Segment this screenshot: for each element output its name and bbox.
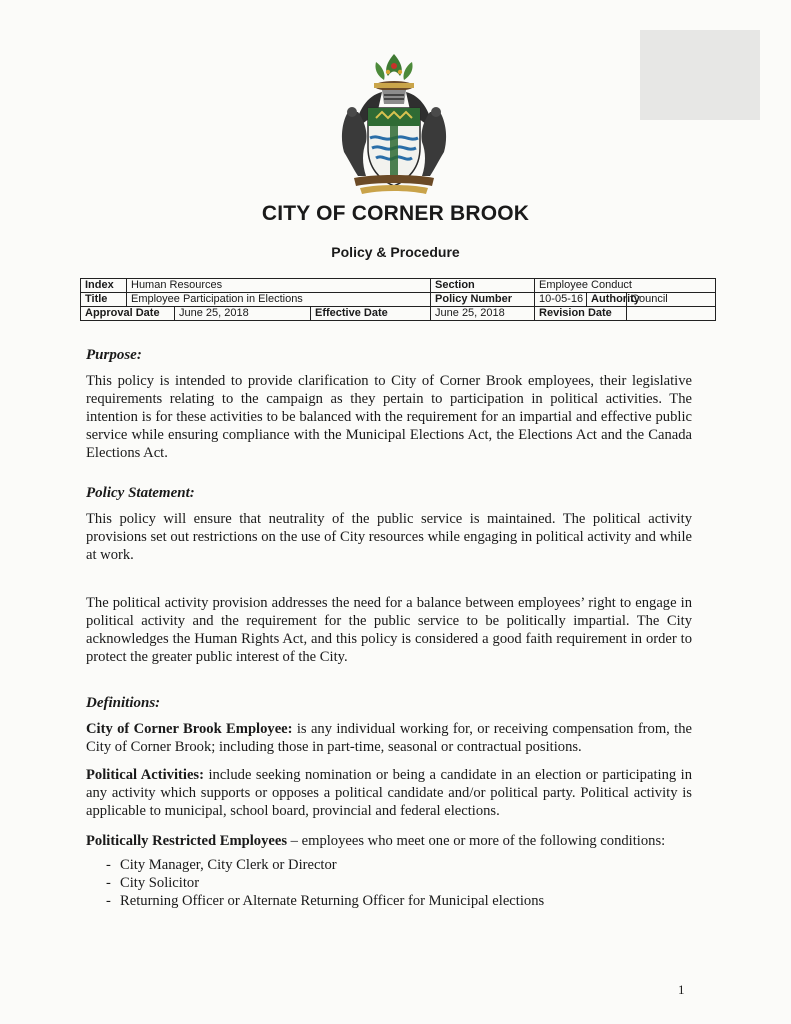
- definition-political-text: include seeking nomination or being a candidate in an election or participating in any activity which supports or opposes a political candidate and/or political party. Political activity is applicable to municipal, school board, provincial and federal elections.: [86, 767, 693, 819]
- authority-value: Council: [627, 293, 716, 307]
- approval-date-value: June 25, 2018: [175, 307, 311, 321]
- index-value: Human Resources: [127, 279, 431, 293]
- definitions-heading: Definitions:: [86, 695, 161, 711]
- section-value: Employee Conduct: [535, 279, 716, 293]
- policy-number-label: Policy Number: [431, 293, 535, 307]
- revision-date-label: Revision Date: [535, 307, 627, 321]
- title-value: Employee Participation in Elections: [127, 293, 431, 307]
- approval-date-label: Approval Date: [81, 307, 175, 321]
- definition-employee-text: is any individual working for, or receiving compensation from, the City of Corner Brook; including those in part-time, seasonal or contractual positions.: [86, 721, 693, 755]
- org-title: CITY OF CORNER BROOK: [261, 202, 530, 225]
- definition-employee-term: City of Corner Brook Employee:: [86, 721, 293, 737]
- restricted-employees-list: [86, 856, 692, 910]
- definition-restricted-text: – employees who meet one or more of the following conditions:: [287, 833, 666, 849]
- definition-political-term: Political Activities:: [86, 767, 204, 783]
- policy-statement-para-2: The political activity provision addresses the need for a balance between employees’ right to engage in political activity and the requirement for the public service to be politically impartial. The City acknowledges the Human Rights Act, and this policy is considered a good faith requirement in order to protect the greater public interest of the City.: [86, 595, 692, 665]
- index-label: Index: [81, 279, 127, 293]
- list-item: - Returning Officer or Alternate Returning Officer for Municipal elections: [106, 892, 692, 910]
- policy-body: [86, 346, 692, 910]
- list-item: - City Solicitor: [106, 874, 692, 892]
- effective-date-label: Effective Date: [311, 307, 431, 321]
- effective-date-value: June 25, 2018: [431, 307, 535, 321]
- page-number: 1: [678, 982, 685, 997]
- purpose-text: This policy is intended to provide clarification to City of Corner Brook employees, their legislative requirements relating to the campaign as they pertain to participation in political activities. The intention is for these activities to be balanced with the requirement for an impartial and effective public service while ensuring compliance with the Municipal Elections Act, the Elections Act and the Canada Elections Act.: [86, 373, 692, 461]
- definition-restricted-term: Politically Restricted Employees: [86, 833, 288, 849]
- title-label: Title: [81, 293, 127, 307]
- bleed-through-shadow: [640, 30, 760, 120]
- definition-restricted-employees: [86, 832, 692, 850]
- metadata-row-title: [81, 293, 716, 307]
- document-subtitle: Policy & Procedure: [331, 244, 460, 260]
- policy-statement-para-1: This policy will ensure that neutrality of the public service is maintained. The political activity provisions set out restrictions on the use of City resources while engaging in political activity and while at work.: [86, 511, 692, 563]
- revision-date-value: [627, 307, 716, 321]
- list-item: - City Manager, City Clerk or Director: [106, 856, 692, 874]
- authority-label: Authority: [587, 293, 627, 307]
- definition-employee: [86, 720, 692, 756]
- policy-metadata-table: [80, 278, 716, 321]
- purpose-heading: Purpose:: [86, 347, 142, 363]
- policy-number-value: 10-05-16: [535, 293, 587, 307]
- policy-statement-heading: Policy Statement:: [86, 485, 195, 501]
- city-crest-logo: [332, 52, 456, 198]
- metadata-row-dates: [81, 307, 716, 321]
- section-label: Section: [431, 279, 535, 293]
- definition-political-activities: [86, 766, 692, 820]
- metadata-row-index: [81, 279, 716, 293]
